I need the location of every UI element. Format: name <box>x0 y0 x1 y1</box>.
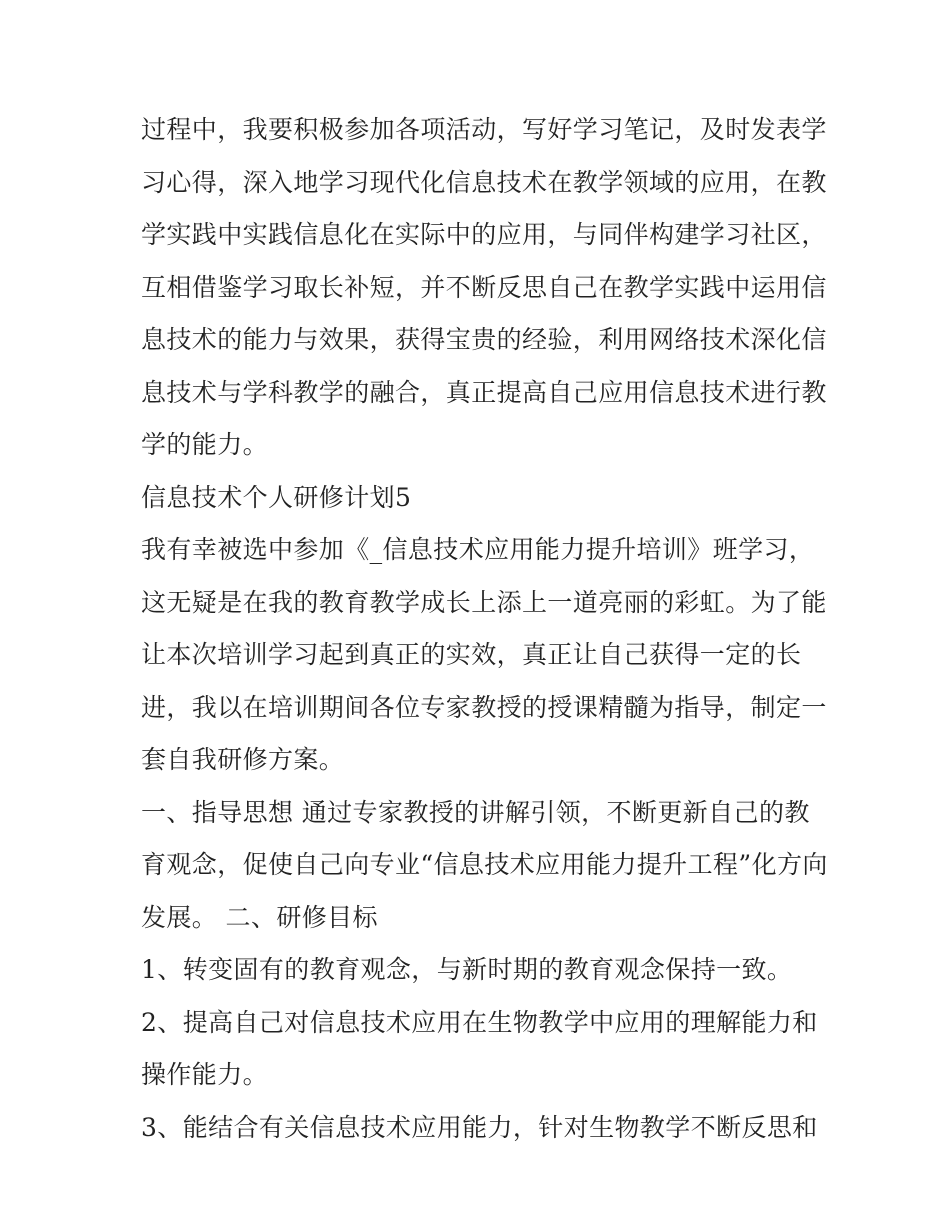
text-line: 让本次培训学习起到真正的实效，真正让自己获得一定的长 <box>141 640 802 669</box>
list-item: 2、提高自己对信息技术应用在生物教学中应用的理解能力和 <box>141 1007 818 1037</box>
section-heading: 信息技术个人研修计划5 <box>141 482 412 512</box>
text-line: 过程中，我要积极参加各项活动，写好学习笔记，及时发表学 <box>141 115 827 144</box>
text-line: 育观念，促使自己向专业“信息技术应用能力提升工程”化方向 <box>141 850 828 879</box>
text-line: 进，我以在培训期间各位专家教授的授课精髓为指导，制定一 <box>141 692 827 722</box>
text-line: 操作能力。 <box>141 1060 269 1089</box>
text-line: 发展。 二、研修目标 <box>141 902 378 932</box>
text-line: 这无疑是在我的教育教学成长上添上一道亮丽的彩虹。为了能 <box>141 587 827 617</box>
text-line: 学实践中实践信息化在实际中的应用，与同伴构建学习社区， <box>141 220 827 249</box>
text-line: 习心得，深入地学习现代化信息技术在教学领域的应用，在教 <box>141 167 827 197</box>
text-line: 互相借鉴学习取长补短，并不断反思自己在教学实践中运用信 <box>141 272 827 302</box>
list-item: 1、转变固有的教育观念，与新时期的教育观念保持一致。 <box>141 955 793 984</box>
document-body <box>141 104 828 1154</box>
text-line: 学的能力。 <box>141 430 269 459</box>
text-line: 我有幸被选中参加《_信息技术应用能力提升培训》班学习， <box>141 535 815 564</box>
text-line: 一、指导思想 通过专家教授的讲解引领，不断更新自己的教 <box>141 797 810 827</box>
text-line: 息技术的能力与效果，获得宝贵的经验，利用网络技术深化信 <box>141 325 827 354</box>
list-item: 3、能结合有关信息技术应用能力，针对生物教学不断反思和 <box>141 1112 818 1142</box>
text-line: 套自我研修方案。 <box>141 745 345 774</box>
text-line: 息技术与学科教学的融合，真正提高自己应用信息技术进行教 <box>141 377 827 407</box>
